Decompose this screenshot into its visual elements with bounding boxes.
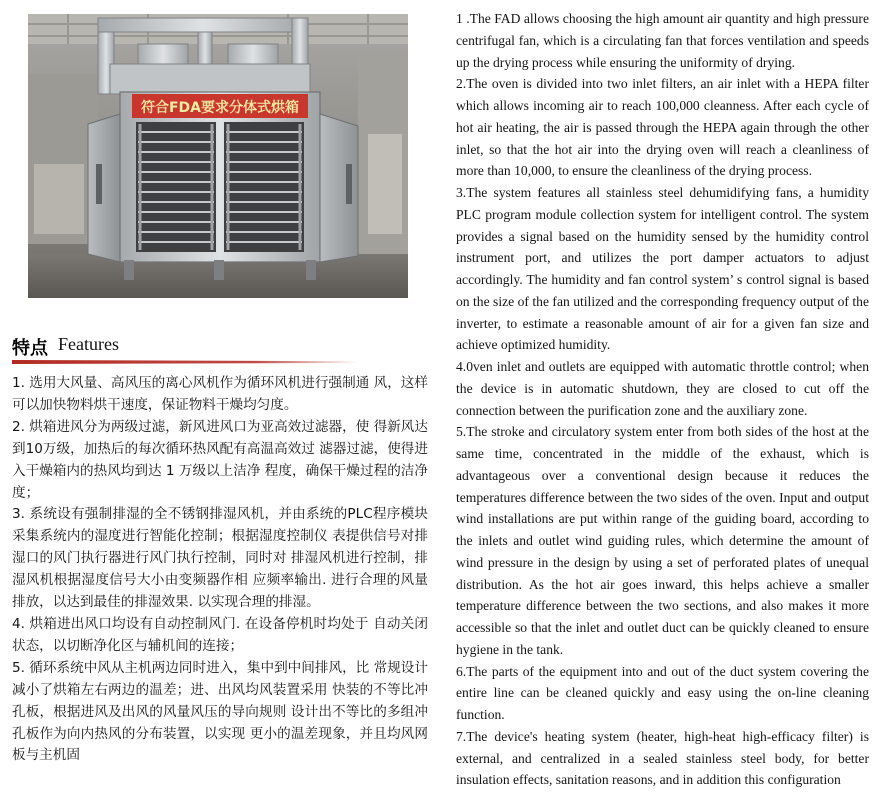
features-heading-en: Features	[58, 334, 119, 354]
feature-item-zh: 3. 系统设有强制排湿的全不锈钢排湿风机，并由系统的PLC程序模块采集系统内的湿度进行智能化控制；根据湿度控制仪 表提供信号对排湿口的风门执行器进行风门执行控制，同时对 排湿风机进行控制，排湿风机根据湿度信号大小由变频器作相 应频率输出. 进行合理的风量排放，以达到最佳的排湿效果. 以实现合理的排湿。	[12, 506, 428, 611]
feature-item-en: 7.The device's heating system (heater, high-heat high-efficacy filter) is external, and centralized in a sealed stainless steel body, for better insulation effects, sanitation reasons, and in addition this configuration	[456, 728, 869, 788]
feature-item-zh: 4. 烘箱进出风口均设有自动控制风门. 在设备停机时均处于 自动关闭状态，以切断净化区与辅机间的连接；	[12, 615, 428, 654]
heading-divider	[12, 358, 358, 366]
right-column	[456, 8, 869, 791]
feature-item-en: 6.The parts of the equipment into and out of the duct system covering the entire line can be cleaned quickly and easy using the on-line cleaning function.	[456, 663, 869, 722]
features-list-zh	[12, 373, 428, 767]
feature-item-en: 3.The system features all stainless steel dehumidifying fans, a humidity PLC program module collection system for intelligent control. The system provides a signal based on the humidity sensed by the humidity control instrument port, and utilizes the port damper actuators to adjust accordingly. The humidity and fan control system’ s control signal is based on the size of the fan utilized and the corresponding frequency output of the inverter, to estimate a reasonable amount of air for a given fan size and achieve optimized humidity.	[456, 185, 869, 353]
product-photo	[28, 14, 408, 298]
photo-banner-text: 符合FDA要求分体式烘箱	[140, 100, 300, 116]
left-column	[0, 0, 440, 792]
features-heading	[12, 332, 372, 360]
feature-item-en: 5.The stroke and circulatory system enter from both sides of the host at the same time, concentrated in the middle of the exhaust, which is advantageous over a conventional design because it reduces the temperatures difference between the two sides of the oven. Input and output wind installations are put within range of the guiding board, according to the inlets and outlet wind guiding rules, which determine the amount of wind pressure in the design by using a set of perforated plates of unequal distribution. As the hot air goes inward, this helps achieve a smaller temperature difference between the two sections, and also makes it more accessible so that the inlet and outlet duct can be quickly cleaned to ensure hygiene in the tank.	[456, 424, 869, 657]
feature-item-zh: 1. 选用大风量、高风压的离心风机作为循环风机进行强制通 风，这样可以加快物料烘干速度，保证物料干燥均匀度。	[12, 375, 428, 413]
feature-item-zh: 5. 循环系统中风从主机两边同时进入，集中到中间排风，比 常规设计减小了烘箱左右两边的温差；进、出风均风装置采用 快装的不等比冲孔板，根据进风及出风的风量风压的导向规则 设计出不等比的多组冲孔板作为向内热风的分布装置，以实现 更小的温差现象，并且均风网板与主机固	[12, 659, 428, 764]
feature-item-zh: 2. 烘箱进风分为两级过滤，新风进风口为亚高效过滤器，使 得新风达到10万级，加热后的每次循环热风配有高温高效过 滤器过滤，使得进入干燥箱内的热风均到达 1 万级以上洁净 程度，确保干燥过程的洁净度；	[12, 418, 428, 501]
feature-item-en: 2.The oven is divided into two inlet filters, an air inlet with a HEPA filter which allows incoming air to reach 100,000 cleanness. After each cycle of hot air heating, the air is passed through the HEPA again through the other inlet, so that the hot air into the drying oven will reach a cleanliness of more than 10,000, to ensure the cleanliness of the drying process.	[456, 76, 869, 179]
features-list-en	[456, 8, 869, 791]
feature-item-en: 4.0ven inlet and outlets are equipped with automatic throttle control; when the device is in automatic shutdown, they are closed to cut off the connection between the purification zone and the auxiliary zone.	[456, 359, 869, 418]
features-heading-zh: 特点	[12, 338, 48, 359]
feature-item-en: 1 .The FAD allows choosing the high amount air quantity and high pressure centrifugal fan, which is a circulating fan that forces ventilation and speeds up the drying process while ensuring the uniformity of drying.	[456, 11, 869, 70]
